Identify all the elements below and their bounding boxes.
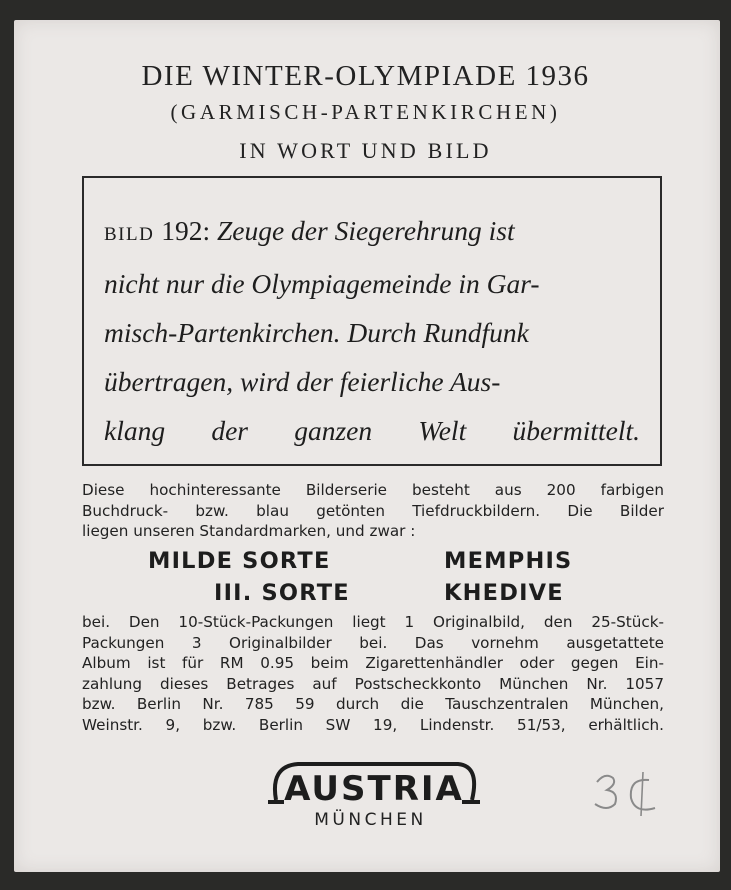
- info-line: Diese hochinteressante Bilderserie besteht aus 200 farbigen: [82, 481, 664, 499]
- info-line: Packungen 3 Originalbilder bei. Das vornehm ausgetattete: [82, 633, 664, 652]
- handwritten-price-note: [585, 760, 675, 820]
- caption-line: misch-Partenkirchen. Durch Rundfunk: [104, 317, 529, 348]
- brand-khedive: KHEDIVE: [444, 580, 564, 606]
- logo-text: AUSTRIA: [284, 769, 464, 809]
- info-line: bzw. Berlin Nr. 785 59 durch die Tauschzentralen München,: [82, 695, 664, 713]
- card-subtitle: (GARMISCH-PARTENKIRCHEN): [170, 100, 561, 124]
- card-title: DIE WINTER-OLYMPIADE 1936: [141, 60, 590, 92]
- caption-line: übertragen, wird der feierliche Aus-: [104, 366, 501, 397]
- info-line: Weinstr. 9, bzw. Berlin SW 19, Lindenstr. 51/53, erhältlich.: [82, 715, 664, 734]
- picture-caption: [104, 206, 640, 455]
- card-tagline: IN WORT UND BILD: [239, 138, 492, 163]
- caption-line: BILD 192: Zeuge der Siegerehrung ist: [104, 215, 515, 246]
- austria-logo: [258, 756, 488, 814]
- info-line: Buchdruck- bzw. blau getönten Tiefdruckbildern. Die Bilder: [82, 501, 664, 520]
- brand-memphis: MEMPHIS: [444, 548, 573, 574]
- series-info: [82, 480, 664, 542]
- brand-iii-sorte: III. SORTE: [214, 580, 350, 606]
- brand-milde-sorte: MILDE SORTE: [148, 548, 331, 574]
- caption-label: BILD: [104, 224, 155, 245]
- caption-number: 192:: [161, 215, 211, 246]
- logo-city: MÜNCHEN: [314, 810, 427, 830]
- info-line: bei. Den 10-Stück-Packungen liegt 1 Originalbild, den 25-Stück-: [82, 613, 664, 631]
- packing-info: [82, 612, 664, 735]
- info-line: Album ist für RM 0.95 beim Zigarettenhändler oder gegen Ein-: [82, 654, 664, 672]
- info-line: zahlung dieses Betrages auf Postscheckkonto München Nr. 1057: [82, 674, 664, 693]
- info-line: liegen unseren Standardmarken, und zwar :: [82, 522, 416, 540]
- caption-line: klang der ganzen Welt übermittelt.: [104, 415, 640, 446]
- caption-line: nicht nur die Olympiagemeinde in Gar-: [104, 268, 540, 299]
